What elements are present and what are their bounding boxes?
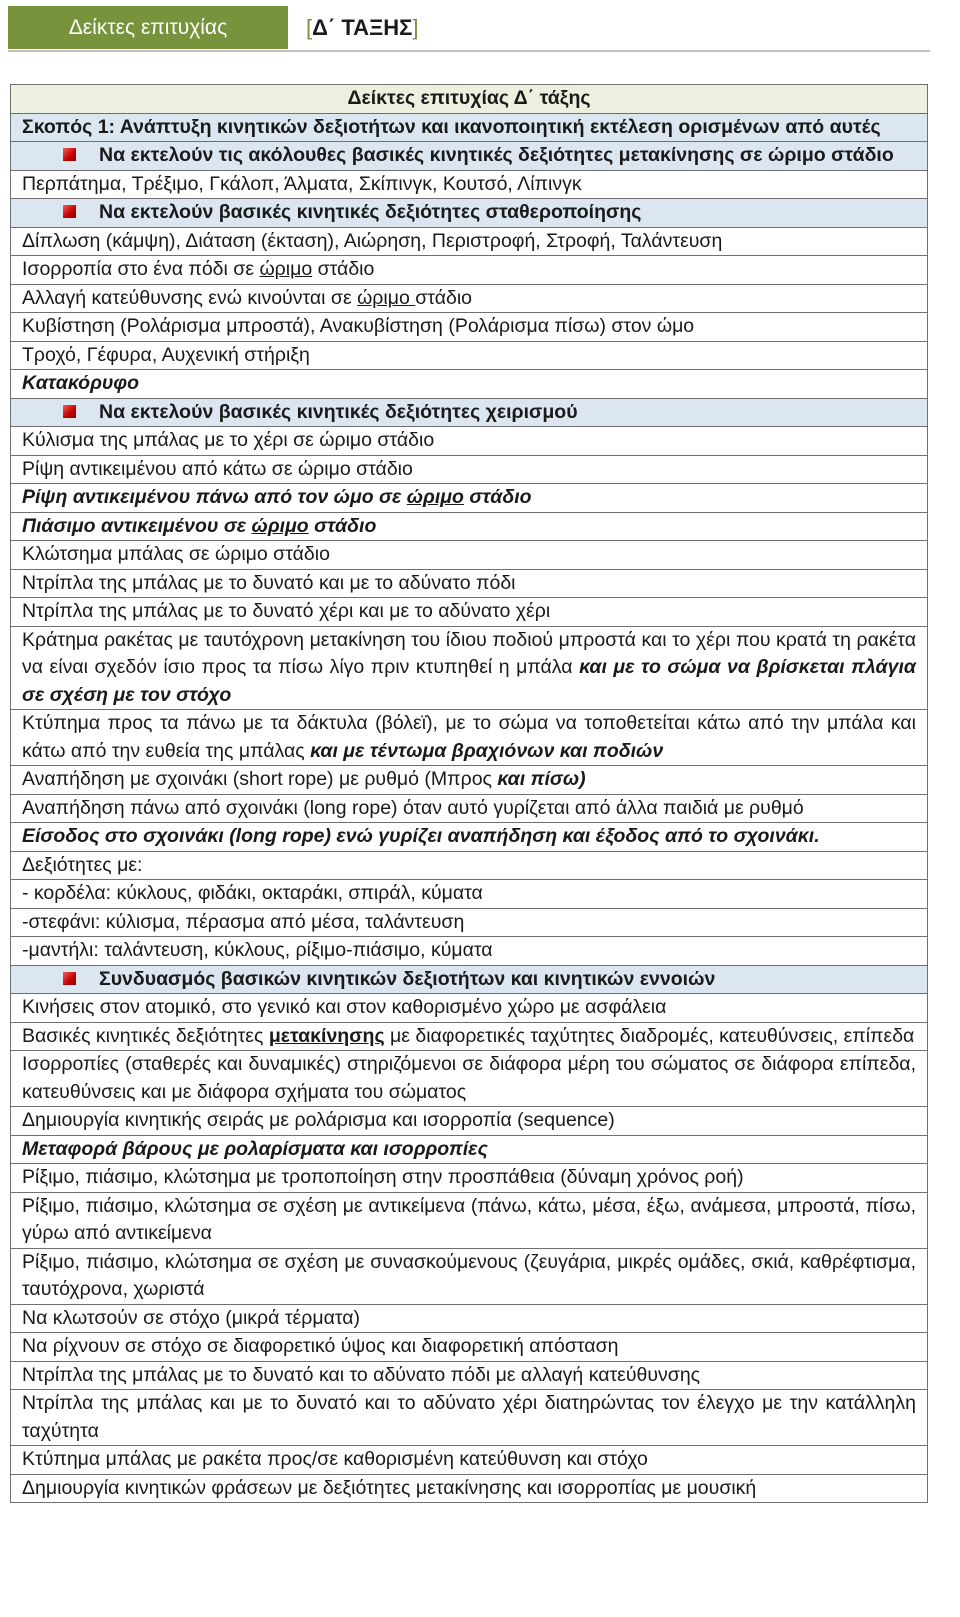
text-segment: Είσοδος στο σχοινάκι (long rope) ενώ γυρίζει αναπήδηση και έξοδος από το σχοινάκι. bbox=[22, 825, 820, 847]
objective-row bbox=[11, 142, 928, 171]
indicator-text bbox=[11, 284, 928, 313]
text-segment: Να εκτελούν βασικές κινητικές δεξιότητες χειρισμού bbox=[99, 400, 578, 423]
text-segment: Δημιουργία κινητικής σειράς με ρολάρισμα και ισορροπία (sequence) bbox=[22, 1109, 615, 1131]
table-title-row bbox=[11, 85, 928, 114]
indicator-row bbox=[11, 256, 928, 285]
indicator-row bbox=[11, 1446, 928, 1475]
indicator-row bbox=[11, 1333, 928, 1362]
text-segment: Να εκτελούν βασικές κινητικές δεξιότητες σταθεροποίησης bbox=[99, 201, 642, 223]
indicator-text bbox=[11, 1051, 928, 1107]
header-class-label: [Δ΄ ΤΑΞΗΣ] bbox=[306, 15, 419, 40]
indicator-text bbox=[11, 794, 928, 823]
indicator-text bbox=[11, 455, 928, 484]
text-segment: ώριμο bbox=[251, 514, 309, 537]
indicator-row bbox=[11, 598, 928, 627]
text-segment: με διαφορετικές ταχύτητες διαδρομές, κατευθύνσεις, επίπεδα bbox=[384, 1024, 915, 1047]
header-title: Δείκτες επιτυχίας bbox=[8, 6, 288, 49]
indicator-text bbox=[11, 427, 928, 456]
indicator-text bbox=[11, 1474, 928, 1503]
objective-row bbox=[11, 199, 928, 228]
text-segment: ώριμο bbox=[259, 258, 313, 280]
objective-text bbox=[11, 199, 928, 228]
indicator-row bbox=[11, 1248, 928, 1304]
objective-row bbox=[11, 965, 928, 994]
text-segment: Ρίξιμο, πιάσιμο, κλώτσημα σε σχέση με αντικείμενα (πάνω, κάτω, μέσα, έξω, ανάμεσα, μπροστά, πίσω, γύρω από αντικείμενα bbox=[22, 1194, 916, 1244]
indicator-row bbox=[11, 427, 928, 456]
indicator-row bbox=[11, 541, 928, 570]
text-segment: Ρίψη αντικειμένου από κάτω σε ώριμο στάδιο bbox=[22, 457, 413, 480]
text-segment: Να εκτελούν τις ακόλουθες βασικές κινητικές δεξιότητες μετακίνησης σε ώριμο στάδιο bbox=[99, 144, 894, 166]
text-segment: ώριμο bbox=[357, 286, 416, 309]
indicator-text bbox=[11, 170, 928, 199]
text-segment: μετακίνησης bbox=[268, 1024, 385, 1047]
text-segment: Συνδυασμός βασικών κινητικών δεξιοτήτων και κινητικών εννοιών bbox=[99, 967, 716, 990]
indicator-row bbox=[11, 227, 928, 256]
text-segment: Αναπήδηση με σχοινάκι (short rope) με ρυθμό (Μπρος bbox=[22, 768, 498, 790]
text-segment: Ντρίπλα της μπάλας με το δυνατό χέρι και με το αδύνατο χέρι bbox=[22, 600, 551, 622]
indicator-row bbox=[11, 341, 928, 370]
text-segment: -μαντήλι: ταλάντευση, κύκλους, ρίξιμο-πιάσιμο, κύματα bbox=[22, 939, 493, 961]
indicator-text bbox=[11, 1248, 928, 1304]
indicator-row bbox=[11, 710, 928, 766]
text-segment: Κυβίστηση (Ρολάρισμα μπροστά), Ανακυβίστηση (Ρολάρισμα πίσω) στον ώμο bbox=[22, 315, 695, 337]
indicator-text bbox=[11, 313, 928, 342]
indicator-text bbox=[11, 341, 928, 370]
text-segment: Τροχό, Γέφυρα, Αυχενική στήριξη bbox=[22, 343, 310, 366]
text-segment: Κράτημα ρακέτας με ταυτόχρονη μετακίνηση του ίδιου ποδιού μπροστά και το χέρι που κρατά τη ρακέτα να είναι σχεδόν ίσιο προς τα πίσω λίγο πριν κτυπηθεί η μπάλα bbox=[22, 628, 916, 678]
text-segment: Μεταφορά βάρους με ρολαρίσματα και ισορροπίες bbox=[22, 1137, 488, 1160]
indicator-text bbox=[11, 937, 928, 966]
indicator-text bbox=[11, 823, 928, 852]
indicator-row bbox=[11, 908, 928, 937]
indicator-text bbox=[11, 880, 928, 909]
text-segment: - κορδέλα: κύκλους, φιδάκι, οκταράκι, σπιράλ, κύματα bbox=[22, 882, 483, 904]
text-segment: Ντρίπλα της μπάλας με το δυνατό και το αδύνατο πόδι με αλλαγή κατεύθυνσης bbox=[22, 1363, 701, 1386]
indicator-row bbox=[11, 851, 928, 880]
indicator-text bbox=[11, 626, 928, 710]
indicator-text bbox=[11, 370, 928, 399]
indicator-row bbox=[11, 1135, 928, 1164]
indicator-text bbox=[11, 569, 928, 598]
text-segment: Ρίψη αντικειμένου πάνω από τον ώμο σε bbox=[22, 486, 407, 508]
text-segment: Ισορροπία στο ένα πόδι σε bbox=[22, 258, 260, 280]
indicator-row bbox=[11, 484, 928, 513]
text-segment: ώριμο bbox=[406, 486, 464, 508]
indicator-row bbox=[11, 512, 928, 541]
class-label-text: Δ΄ ΤΑΞΗΣ bbox=[312, 15, 413, 40]
table-goal-row bbox=[11, 113, 928, 142]
indicator-row bbox=[11, 313, 928, 342]
indicator-row bbox=[11, 1304, 928, 1333]
text-segment: Ρίξιμο, πιάσιμο, κλώτσημα με τροποποίηση στην προσπάθεια (δύναμη χρόνος ροή) bbox=[22, 1166, 744, 1188]
text-segment: -στεφάνι: κύλισμα, πέρασμα από μέσα, ταλάντευση bbox=[22, 910, 465, 933]
indicator-text bbox=[11, 766, 928, 795]
text-segment: Κινήσεις στον ατομικό, στο γενικό και στον καθορισμένο χώρο με ασφάλεια bbox=[22, 996, 667, 1018]
indicator-text bbox=[11, 256, 928, 285]
objective-text bbox=[11, 965, 928, 994]
indicator-row bbox=[11, 626, 928, 710]
indicator-row bbox=[11, 1390, 928, 1446]
indicator-text bbox=[11, 1135, 928, 1164]
text-segment: Πιάσιμο αντικειμένου σε bbox=[22, 514, 252, 537]
text-segment: στάδιο bbox=[312, 258, 375, 280]
text-segment: Δεξιότητες με: bbox=[22, 853, 143, 876]
text-segment: στάδιο bbox=[415, 286, 473, 309]
red-square-bullet-icon bbox=[63, 405, 76, 418]
red-square-bullet-icon bbox=[63, 148, 76, 161]
indicator-row bbox=[11, 1051, 928, 1107]
text-segment: και με τέντωμα βραχιόνων και ποδιών bbox=[310, 739, 664, 762]
indicator-text bbox=[11, 908, 928, 937]
text-segment: Κλώτσημα μπάλας σε ώριμο στάδιο bbox=[22, 543, 330, 565]
indicator-text bbox=[11, 227, 928, 256]
text-segment: Κατακόρυφο bbox=[22, 372, 140, 394]
objective-row bbox=[11, 398, 928, 427]
text-segment: και πίσω) bbox=[497, 768, 586, 790]
indicator-text bbox=[11, 1390, 928, 1446]
indicator-row bbox=[11, 1107, 928, 1136]
indicator-row bbox=[11, 1474, 928, 1503]
indicator-text bbox=[11, 541, 928, 570]
red-square-bullet-icon bbox=[63, 205, 76, 218]
indicator-text bbox=[11, 1107, 928, 1136]
indicator-text bbox=[11, 1446, 928, 1475]
indicator-text bbox=[11, 710, 928, 766]
indicator-row bbox=[11, 766, 928, 795]
indicator-row bbox=[11, 1164, 928, 1193]
indicator-row bbox=[11, 284, 928, 313]
text-segment: Δίπλωση (κάμψη), Διάταση (έκταση), Αιώρηση, Περιστροφή, Στροφή, Ταλάντευση bbox=[22, 229, 723, 252]
indicator-text bbox=[11, 851, 928, 880]
indicator-text bbox=[11, 1164, 928, 1193]
objective-text bbox=[11, 398, 928, 427]
text-segment: Αναπήδηση πάνω από σχοινάκι (long rope) όταν αυτό γυρίζεται από άλλα παιδιά με ρυθμό bbox=[22, 796, 804, 819]
indicator-row bbox=[11, 1022, 928, 1051]
text-segment: Κύλισμα της μπάλας με το χέρι σε ώριμο στάδιο bbox=[22, 429, 435, 451]
text-segment: Βασικές κινητικές δεξιότητες bbox=[22, 1024, 269, 1047]
text-segment: Να ρίχνουν σε στόχο σε διαφορετικό ύψος και διαφορετική απόσταση bbox=[22, 1335, 619, 1357]
text-segment: Ντρίπλα της μπάλας με το δυνατό και με το αδύνατο πόδι bbox=[22, 571, 516, 594]
indicator-text bbox=[11, 994, 928, 1023]
indicator-text bbox=[11, 1361, 928, 1390]
text-segment: Να κλωτσούν σε στόχο (μικρά τέρματα) bbox=[22, 1306, 361, 1329]
indicator-row bbox=[11, 937, 928, 966]
indicator-text bbox=[11, 598, 928, 627]
text-segment: Ντρίπλα της μπάλας και με το δυνατό και το αδύνατο χέρι διατηρώντας τον έλεγχο με την κατάλληλη ταχύτητα bbox=[22, 1392, 916, 1442]
success-indicators-table bbox=[10, 84, 928, 1503]
indicator-row bbox=[11, 880, 928, 909]
indicator-row bbox=[11, 823, 928, 852]
indicator-row bbox=[11, 370, 928, 399]
text-segment: Αλλαγή κατεύθυνσης ενώ κινούνται σε bbox=[22, 286, 358, 309]
red-square-bullet-icon bbox=[63, 972, 76, 985]
indicator-text bbox=[11, 1304, 928, 1333]
indicator-text bbox=[11, 1022, 928, 1051]
table-title: Δείκτες επιτυχίας Δ΄ τάξης bbox=[11, 85, 928, 114]
text-segment: στάδιο bbox=[463, 486, 532, 508]
header-divider bbox=[8, 50, 930, 52]
indicator-row bbox=[11, 994, 928, 1023]
text-segment: Ρίξιμο, πιάσιμο, κλώτσημα σε σχέση με συνασκούμενους (ζευγάρια, μικρές ομάδες, σκιά, καθρέφτισμα, ταυτόχρονα, χωριστά bbox=[22, 1250, 916, 1300]
text-segment: Κτύπημα προς τα πάνω με τα δάκτυλα (βόλεϊ), με το σώμα να τοποθετείται κάτω από την μπάλα και κάτω από την ευθεία της μπάλας bbox=[22, 712, 916, 762]
text-segment: Περπάτημα, Τρέξιμο, Γκάλοπ, Άλματα, Σκίπινγκ, Κουτσό, Λίπινγκ bbox=[22, 172, 582, 195]
indicator-row bbox=[11, 170, 928, 199]
indicator-text bbox=[11, 512, 928, 541]
indicator-row bbox=[11, 1192, 928, 1248]
indicator-text bbox=[11, 1192, 928, 1248]
text-segment: Δημιουργία κινητικών φράσεων με δεξιότητες μετακίνησης και ισορροπίας με μουσική bbox=[22, 1476, 757, 1499]
text-segment: στάδιο bbox=[308, 514, 377, 537]
indicator-row bbox=[11, 455, 928, 484]
table-goal: Σκοπός 1: Ανάπτυξη κινητικών δεξιοτήτων και ικανοποιητική εκτέλεση ορισμένων από αυτές bbox=[11, 113, 928, 142]
text-segment: και με το σώμα να βρίσκεται πλάγια σε σχέση με τον στόχο bbox=[22, 656, 916, 706]
text-segment: Ισορροπίες (σταθερές και δυναμικές) στηριζόμενοι σε διάφορα μέρη του σώματος σε διάφορα επίπεδα, κατευθύνσεις και με διάφορα σχήματα του σώματος bbox=[22, 1053, 916, 1103]
indicator-row bbox=[11, 794, 928, 823]
indicator-text bbox=[11, 1333, 928, 1362]
text-segment: Κτύπημα μπάλας με ρακέτα προς/σε καθορισμένη κατεύθυνση και στόχο bbox=[22, 1448, 648, 1470]
indicator-row bbox=[11, 569, 928, 598]
objective-text bbox=[11, 142, 928, 171]
page-header bbox=[8, 4, 930, 52]
indicator-text bbox=[11, 484, 928, 513]
indicator-row bbox=[11, 1361, 928, 1390]
